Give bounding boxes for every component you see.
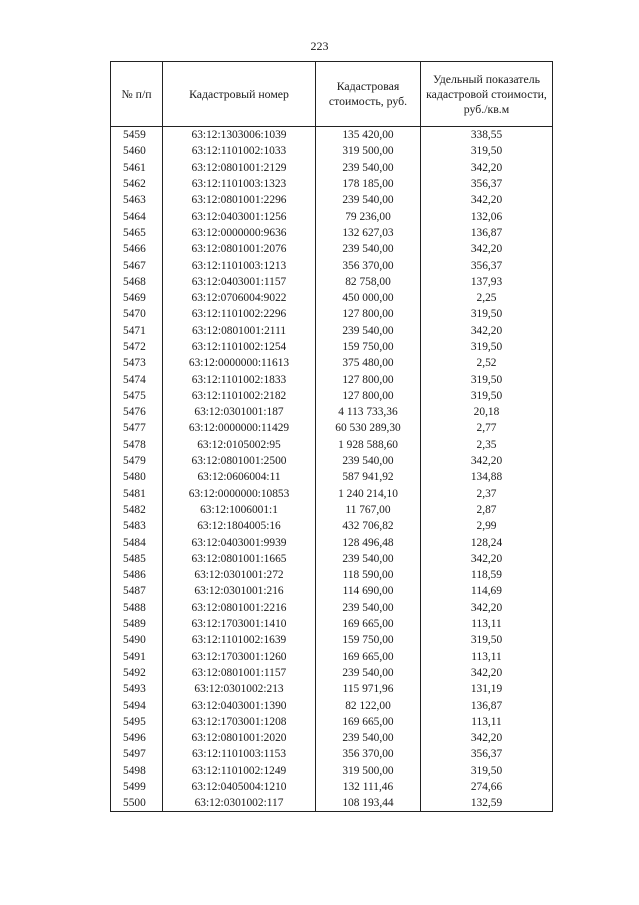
specific-indicator-cell: 338,55 (421, 127, 553, 144)
cadastral-number-cell: 63:12:0000000:10853 (163, 486, 316, 502)
header-cadastral-number: Кадастровый номер (163, 62, 316, 127)
cadastral-number-cell: 63:12:1303006:1039 (163, 127, 316, 144)
cadastral-value-cell: 79 236,00 (316, 208, 421, 224)
cadastral-value-cell: 169 665,00 (316, 714, 421, 730)
table-row (111, 404, 553, 420)
specific-indicator-cell: 136,87 (421, 225, 553, 241)
cadastral-value-cell: 132 111,46 (316, 779, 421, 795)
table-row (111, 714, 553, 730)
cadastral-value-cell: 135 420,00 (316, 127, 421, 144)
table-row (111, 600, 553, 616)
table-body (111, 127, 553, 812)
table-row (111, 290, 553, 306)
cadastral-value-cell: 169 665,00 (316, 649, 421, 665)
cadastral-number-cell: 63:12:0403001:1157 (163, 274, 316, 290)
cadastral-value-cell: 239 540,00 (316, 453, 421, 469)
table-row (111, 616, 553, 632)
cadastral-number-cell: 63:12:1703001:1410 (163, 616, 316, 632)
cadastral-value-cell: 450 000,00 (316, 290, 421, 306)
table-row (111, 127, 553, 144)
table-row (111, 551, 553, 567)
table-row (111, 257, 553, 273)
cadastral-value-cell: 239 540,00 (316, 192, 421, 208)
cadastral-value-cell: 239 540,00 (316, 160, 421, 176)
row-number-cell: 5500 (111, 795, 163, 812)
specific-indicator-cell: 342,20 (421, 241, 553, 257)
cadastral-value-cell: 319 500,00 (316, 763, 421, 779)
specific-indicator-cell: 319,50 (421, 143, 553, 159)
specific-indicator-cell: 132,06 (421, 208, 553, 224)
table-row (111, 437, 553, 453)
row-number-cell: 5499 (111, 779, 163, 795)
row-number-cell: 5466 (111, 241, 163, 257)
specific-indicator-cell: 136,87 (421, 697, 553, 713)
table-row (111, 160, 553, 176)
cadastral-number-cell: 63:12:0706004:9022 (163, 290, 316, 306)
specific-indicator-cell: 319,50 (421, 763, 553, 779)
row-number-cell: 5475 (111, 388, 163, 404)
cadastral-number-cell: 63:12:0606004:11 (163, 469, 316, 485)
table-row (111, 371, 553, 387)
row-number-cell: 5476 (111, 404, 163, 420)
row-number-cell: 5485 (111, 551, 163, 567)
cadastral-value-cell: 82 122,00 (316, 697, 421, 713)
cadastral-value-cell: 319 500,00 (316, 143, 421, 159)
cadastral-value-cell: 11 767,00 (316, 502, 421, 518)
cadastral-number-cell: 63:12:1101003:1323 (163, 176, 316, 192)
specific-indicator-cell: 20,18 (421, 404, 553, 420)
table-row (111, 649, 553, 665)
row-number-cell: 5462 (111, 176, 163, 192)
cadastral-number-cell: 63:12:1101002:1249 (163, 763, 316, 779)
cadastral-number-cell: 63:12:1101002:1254 (163, 339, 316, 355)
cadastral-value-cell: 108 193,44 (316, 795, 421, 812)
cadastral-number-cell: 63:12:1006001:1 (163, 502, 316, 518)
table-row (111, 730, 553, 746)
table-row (111, 241, 553, 257)
cadastral-value-cell: 4 113 733,36 (316, 404, 421, 420)
specific-indicator-cell: 2,25 (421, 290, 553, 306)
cadastral-number-cell: 63:12:0301002:213 (163, 681, 316, 697)
row-number-cell: 5495 (111, 714, 163, 730)
cadastral-number-cell: 63:12:0000000:9636 (163, 225, 316, 241)
specific-indicator-cell: 342,20 (421, 192, 553, 208)
table-row (111, 339, 553, 355)
specific-indicator-cell: 128,24 (421, 534, 553, 550)
specific-indicator-cell: 2,52 (421, 355, 553, 371)
cadastral-number-cell: 63:12:1703001:1260 (163, 649, 316, 665)
cadastral-value-cell: 128 496,48 (316, 534, 421, 550)
cadastral-number-cell: 63:12:0801001:2296 (163, 192, 316, 208)
cadastral-number-cell: 63:12:1101002:2182 (163, 388, 316, 404)
table-row (111, 388, 553, 404)
specific-indicator-cell: 118,59 (421, 567, 553, 583)
specific-indicator-cell: 2,37 (421, 486, 553, 502)
specific-indicator-cell: 2,87 (421, 502, 553, 518)
specific-indicator-cell: 319,50 (421, 371, 553, 387)
cadastral-value-cell: 118 590,00 (316, 567, 421, 583)
specific-indicator-cell: 319,50 (421, 306, 553, 322)
specific-indicator-cell: 113,11 (421, 714, 553, 730)
cadastral-value-cell: 82 758,00 (316, 274, 421, 290)
cadastral-number-cell: 63:12:1101002:1639 (163, 632, 316, 648)
row-number-cell: 5469 (111, 290, 163, 306)
page-number: 223 (310, 39, 329, 53)
cadastral-value-cell: 60 530 289,30 (316, 420, 421, 436)
row-number-cell: 5483 (111, 518, 163, 534)
row-number-cell: 5467 (111, 257, 163, 273)
cadastral-number-cell: 63:12:1703001:1208 (163, 714, 316, 730)
table-row (111, 763, 553, 779)
table-row (111, 225, 553, 241)
cadastral-value-cell: 1 240 214,10 (316, 486, 421, 502)
specific-indicator-cell: 134,88 (421, 469, 553, 485)
table-row (111, 453, 553, 469)
table-row (111, 697, 553, 713)
cadastral-number-cell: 63:12:0301001:272 (163, 567, 316, 583)
specific-indicator-cell: 132,59 (421, 795, 553, 812)
cadastral-number-cell: 63:12:0000000:11429 (163, 420, 316, 436)
table-row (111, 143, 553, 159)
row-number-cell: 5486 (111, 567, 163, 583)
row-number-cell: 5460 (111, 143, 163, 159)
cadastral-number-cell: 63:12:1101002:2296 (163, 306, 316, 322)
row-number-cell: 5461 (111, 160, 163, 176)
specific-indicator-cell: 131,19 (421, 681, 553, 697)
cadastral-value-cell: 356 370,00 (316, 746, 421, 762)
specific-indicator-cell: 319,50 (421, 632, 553, 648)
cadastral-value-cell: 432 706,82 (316, 518, 421, 534)
cadastral-table (110, 61, 553, 812)
cadastral-value-cell: 587 941,92 (316, 469, 421, 485)
specific-indicator-cell: 342,20 (421, 453, 553, 469)
cadastral-number-cell: 63:12:0000000:11613 (163, 355, 316, 371)
cadastral-number-cell: 63:12:0801001:1157 (163, 665, 316, 681)
table-row (111, 323, 553, 339)
cadastral-number-cell: 63:12:0105002:95 (163, 437, 316, 453)
row-number-cell: 5471 (111, 323, 163, 339)
specific-indicator-cell: 2,35 (421, 437, 553, 453)
row-number-cell: 5481 (111, 486, 163, 502)
table-row (111, 665, 553, 681)
table-row (111, 795, 553, 812)
row-number-cell: 5474 (111, 371, 163, 387)
header-specific-indicator: Удельный показатель кадастровой стоимости, руб./кв.м (421, 62, 553, 127)
header-num: № п/п (111, 62, 163, 127)
cadastral-value-cell: 239 540,00 (316, 241, 421, 257)
table-row (111, 681, 553, 697)
cadastral-value-cell: 169 665,00 (316, 616, 421, 632)
table-row (111, 469, 553, 485)
cadastral-number-cell: 63:12:0801001:2076 (163, 241, 316, 257)
specific-indicator-cell: 342,20 (421, 160, 553, 176)
cadastral-value-cell: 375 480,00 (316, 355, 421, 371)
table-row (111, 746, 553, 762)
cadastral-value-cell: 239 540,00 (316, 665, 421, 681)
row-number-cell: 5491 (111, 649, 163, 665)
cadastral-value-cell: 239 540,00 (316, 551, 421, 567)
table-row (111, 502, 553, 518)
cadastral-number-cell: 63:12:1101002:1033 (163, 143, 316, 159)
table-row (111, 306, 553, 322)
cadastral-value-cell: 132 627,03 (316, 225, 421, 241)
specific-indicator-cell: 356,37 (421, 257, 553, 273)
cadastral-number-cell: 63:12:0403001:9939 (163, 534, 316, 550)
row-number-cell: 5482 (111, 502, 163, 518)
cadastral-value-cell: 127 800,00 (316, 306, 421, 322)
specific-indicator-cell: 342,20 (421, 730, 553, 746)
row-number-cell: 5472 (111, 339, 163, 355)
specific-indicator-cell: 342,20 (421, 323, 553, 339)
specific-indicator-cell: 114,69 (421, 583, 553, 599)
cadastral-value-cell: 239 540,00 (316, 323, 421, 339)
table-row (111, 176, 553, 192)
row-number-cell: 5465 (111, 225, 163, 241)
row-number-cell: 5487 (111, 583, 163, 599)
cadastral-value-cell: 114 690,00 (316, 583, 421, 599)
cadastral-number-cell: 63:12:1101003:1213 (163, 257, 316, 273)
table-header-row (111, 62, 553, 127)
specific-indicator-cell: 137,93 (421, 274, 553, 290)
row-number-cell: 5494 (111, 697, 163, 713)
cadastral-number-cell: 63:12:0801001:2111 (163, 323, 316, 339)
row-number-cell: 5459 (111, 127, 163, 144)
row-number-cell: 5470 (111, 306, 163, 322)
cadastral-number-cell: 63:12:1101002:1833 (163, 371, 316, 387)
row-number-cell: 5498 (111, 763, 163, 779)
specific-indicator-cell: 356,37 (421, 746, 553, 762)
cadastral-value-cell: 115 971,96 (316, 681, 421, 697)
row-number-cell: 5489 (111, 616, 163, 632)
cadastral-value-cell: 356 370,00 (316, 257, 421, 273)
cadastral-value-cell: 178 185,00 (316, 176, 421, 192)
table-row (111, 583, 553, 599)
row-number-cell: 5468 (111, 274, 163, 290)
table-row (111, 567, 553, 583)
row-number-cell: 5493 (111, 681, 163, 697)
row-number-cell: 5464 (111, 208, 163, 224)
cadastral-value-cell: 127 800,00 (316, 388, 421, 404)
row-number-cell: 5479 (111, 453, 163, 469)
cadastral-value-cell: 127 800,00 (316, 371, 421, 387)
cadastral-number-cell: 63:12:0801001:1665 (163, 551, 316, 567)
specific-indicator-cell: 113,11 (421, 616, 553, 632)
cadastral-number-cell: 63:12:1101003:1153 (163, 746, 316, 762)
row-number-cell: 5463 (111, 192, 163, 208)
cadastral-number-cell: 63:12:1804005:16 (163, 518, 316, 534)
row-number-cell: 5473 (111, 355, 163, 371)
cadastral-value-cell: 1 928 588,60 (316, 437, 421, 453)
row-number-cell: 5492 (111, 665, 163, 681)
specific-indicator-cell: 319,50 (421, 339, 553, 355)
specific-indicator-cell: 2,77 (421, 420, 553, 436)
cadastral-number-cell: 63:12:0301002:117 (163, 795, 316, 812)
cadastral-number-cell: 63:12:0801001:2500 (163, 453, 316, 469)
cadastral-value-cell: 239 540,00 (316, 730, 421, 746)
table-row (111, 274, 553, 290)
cadastral-number-cell: 63:12:0405004:1210 (163, 779, 316, 795)
table-row (111, 192, 553, 208)
row-number-cell: 5496 (111, 730, 163, 746)
cadastral-number-cell: 63:12:0403001:1256 (163, 208, 316, 224)
table-row (111, 534, 553, 550)
row-number-cell: 5480 (111, 469, 163, 485)
cadastral-value-cell: 239 540,00 (316, 600, 421, 616)
table-row (111, 779, 553, 795)
cadastral-number-cell: 63:12:0801001:2216 (163, 600, 316, 616)
cadastral-number-cell: 63:12:0403001:1390 (163, 697, 316, 713)
table-row (111, 632, 553, 648)
table-row (111, 208, 553, 224)
table-row (111, 518, 553, 534)
cadastral-value-cell: 159 750,00 (316, 632, 421, 648)
table-row (111, 355, 553, 371)
row-number-cell: 5477 (111, 420, 163, 436)
row-number-cell: 5484 (111, 534, 163, 550)
header-cadastral-value: Кадастровая стоимость, руб. (316, 62, 421, 127)
specific-indicator-cell: 2,99 (421, 518, 553, 534)
row-number-cell: 5488 (111, 600, 163, 616)
specific-indicator-cell: 274,66 (421, 779, 553, 795)
row-number-cell: 5497 (111, 746, 163, 762)
row-number-cell: 5478 (111, 437, 163, 453)
row-number-cell: 5490 (111, 632, 163, 648)
specific-indicator-cell: 342,20 (421, 600, 553, 616)
specific-indicator-cell: 113,11 (421, 649, 553, 665)
cadastral-number-cell: 63:12:0801001:2020 (163, 730, 316, 746)
table-row (111, 486, 553, 502)
specific-indicator-cell: 356,37 (421, 176, 553, 192)
specific-indicator-cell: 319,50 (421, 388, 553, 404)
cadastral-number-cell: 63:12:0301001:216 (163, 583, 316, 599)
cadastral-number-cell: 63:12:0801001:2129 (163, 160, 316, 176)
specific-indicator-cell: 342,20 (421, 665, 553, 681)
table-row (111, 420, 553, 436)
specific-indicator-cell: 342,20 (421, 551, 553, 567)
cadastral-value-cell: 159 750,00 (316, 339, 421, 355)
cadastral-number-cell: 63:12:0301001:187 (163, 404, 316, 420)
